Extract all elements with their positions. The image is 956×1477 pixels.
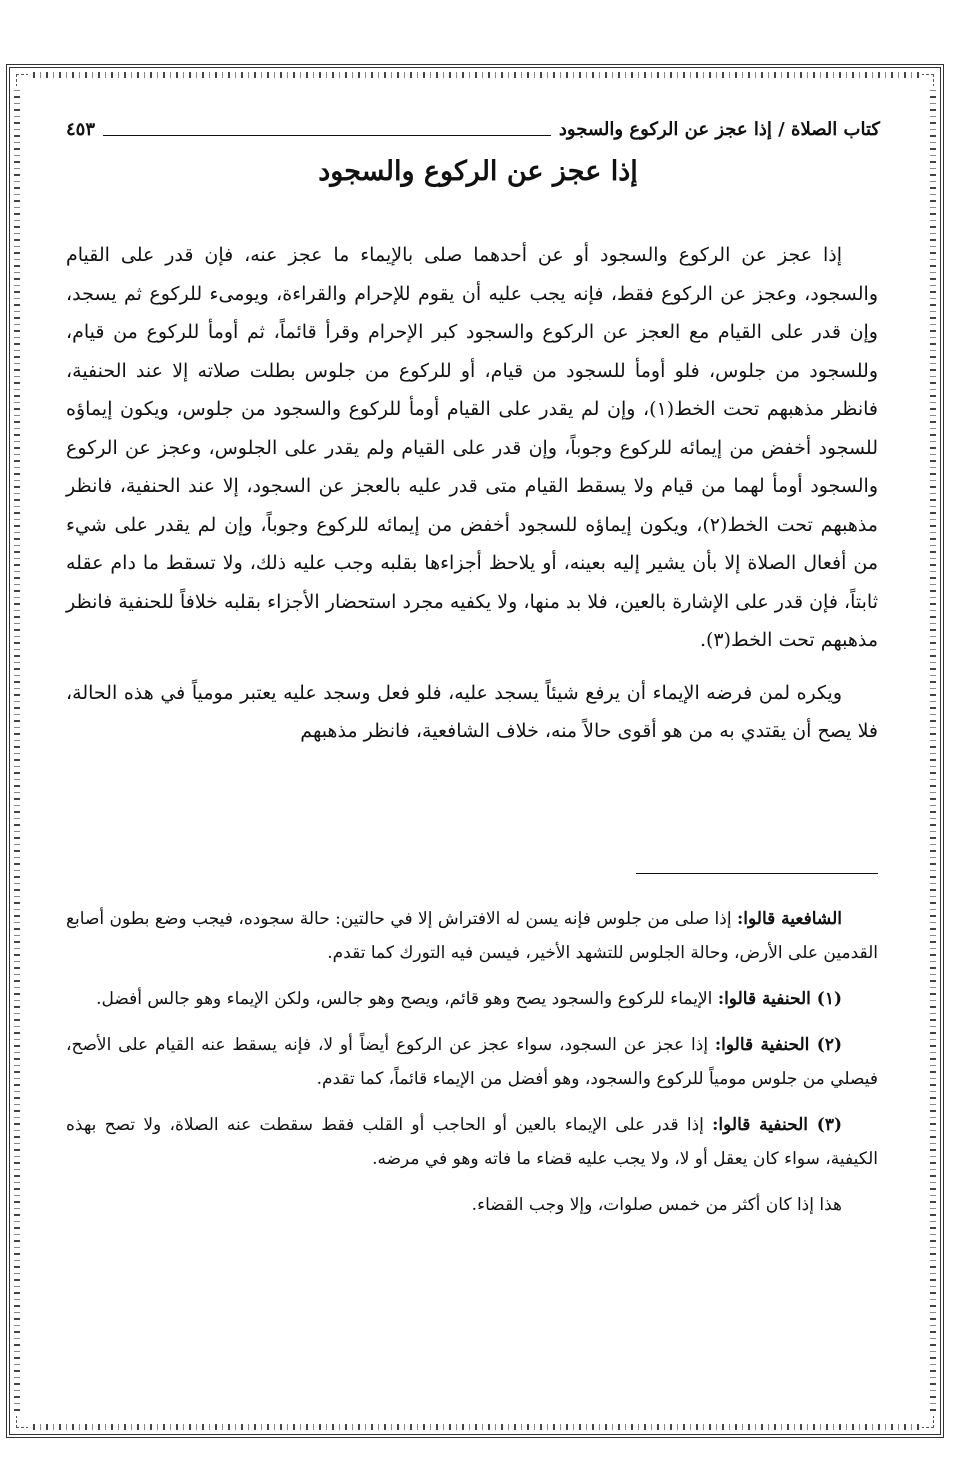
footnote-lead: (٣) الحنفية قالوا: [712, 1115, 842, 1135]
page-number: ٤٥٣ [66, 118, 96, 140]
footnote-3 [66, 1108, 878, 1176]
body-paragraph: ويكره لمن فرضه الإيماء أن يرفع شيئاً يسجد عليه، فلو فعل وسجد عليه يعتبر مومياً في هذه الحالة، فلا يصح أن يقتدي به من هو أقوى حالاً منه، خلاف الشافعية، فانظر مذهبهم [66, 681, 878, 742]
footnote-lead: الشافعية قالوا: [736, 909, 843, 929]
section-title: إذا عجز عن الركوع والسجود [318, 156, 638, 187]
footnote-lead: (١) الحنفية قالوا: [717, 989, 842, 1009]
header-book-title: كتاب الصلاة / إذا عجز عن الركوع والسجود [558, 118, 880, 140]
main-text [66, 236, 878, 765]
running-header [66, 112, 880, 146]
footnote-shafii [66, 902, 878, 970]
footnote-separator [636, 873, 878, 874]
footnote-text: إذا قدر على الإيماء بالعين أو الحاجب أو القلب فقط سقطت عنه الصلاة، ولا تصح بهذه الكيفية، سواء كان يعقل أو لا، ولا يجب عليه قضاء ما فاته وهو في مرضه. [66, 1115, 878, 1169]
border-band-bottom [28, 1424, 922, 1430]
footnote-1 [66, 982, 878, 1016]
border-band-right [930, 86, 936, 1416]
footnote-lead: (٢) الحنفية قالوا: [714, 1035, 842, 1055]
footnote-text: إذا عجز عن السجود، سواء عجز عن الركوع أيضاً أو لا، فإنه يسقط عنه القيام على الأصح، فيصلي من جلوس مومياً للركوع والسجود، وهو أفضل من الإيماء قائماً، كما تقدم. [66, 1035, 878, 1089]
footnotes [66, 902, 878, 1234]
footnote-text: إذا صلى من جلوس فإنه يسن له الافتراش إلا في حالتين: حالة سجوده، فيجب وضع بطون أصابع القدمين على الأرض، وحالة الجلوس للتشهد الأخير، فيسن فيه التورك كما تقدم. [66, 909, 878, 963]
footnote-3-continued: هذا إذا كان أكثر من خمس صلوات، وإلا وجب القضاء. [471, 1195, 842, 1215]
footnote-2 [66, 1028, 878, 1096]
header-rule [103, 135, 551, 136]
body-paragraph: إذا عجز عن الركوع والسجود أو عن أحدهما صلى بالإيماء ما عجز عنه، فإن قدر على القيام والسجود، وعجز عن الركوع فقط، فإنه يجب عليه أن يقوم للإحرام والقراءة، ويومىء للركوع ثم يسجد، وإن قدر على القيام مع العجز عن الركوع والسجود كبر الإحرام وقرأ قائماً، ثم أومأ للركوع من قيام، وللسجود من جلوس، فلو أومأ للسجود من قيام، أو للركوع من جلوس بطلت صلاته إلا عند الحنفية، فانظر مذهبهم تحت الخط(١)، وإن لم يقدر على القيام أومأ للركوع والسجود من جلوس، ويكون إيماؤه للسجود أخفض من إيمائه للركوع وجوباً، وإن قدر على القيام ولم يقدر على الجلوس، وعجز عن الركوع والسجود أومأ لهما من قيام ولا يسقط القيام متى قدر عليه بالعجز عن السجود، إلا عند الحنفية، فانظر مذهبهم تحت الخط(٢)، ويكون إيماؤه للسجود أخفض من إيمائه للركوع وجوباً، وإن لم يقدر على شيء من أفعال الصلاة إلا بأن يشير إليه بعينه، أو يلاحظ أجزاءها بقلبه وجب عليه ذلك، ولا تسقط ما دام عقله ثابتاً، فإن قدر على الإشارة بالعين، فلا بد منها، ولا يكفيه مجرد استحضار الأجزاء بقلبه خلافاً للحنفية فانظر مذهبهم تحت الخط(٣). [66, 244, 878, 651]
border-band-top [28, 72, 922, 78]
footnote-text: الإيماء للركوع والسجود يصح وهو قائم، ويصح وهو جالس، ولكن الإيماء وهو جالس أفضل. [96, 989, 718, 1009]
border-band-left [14, 86, 20, 1416]
